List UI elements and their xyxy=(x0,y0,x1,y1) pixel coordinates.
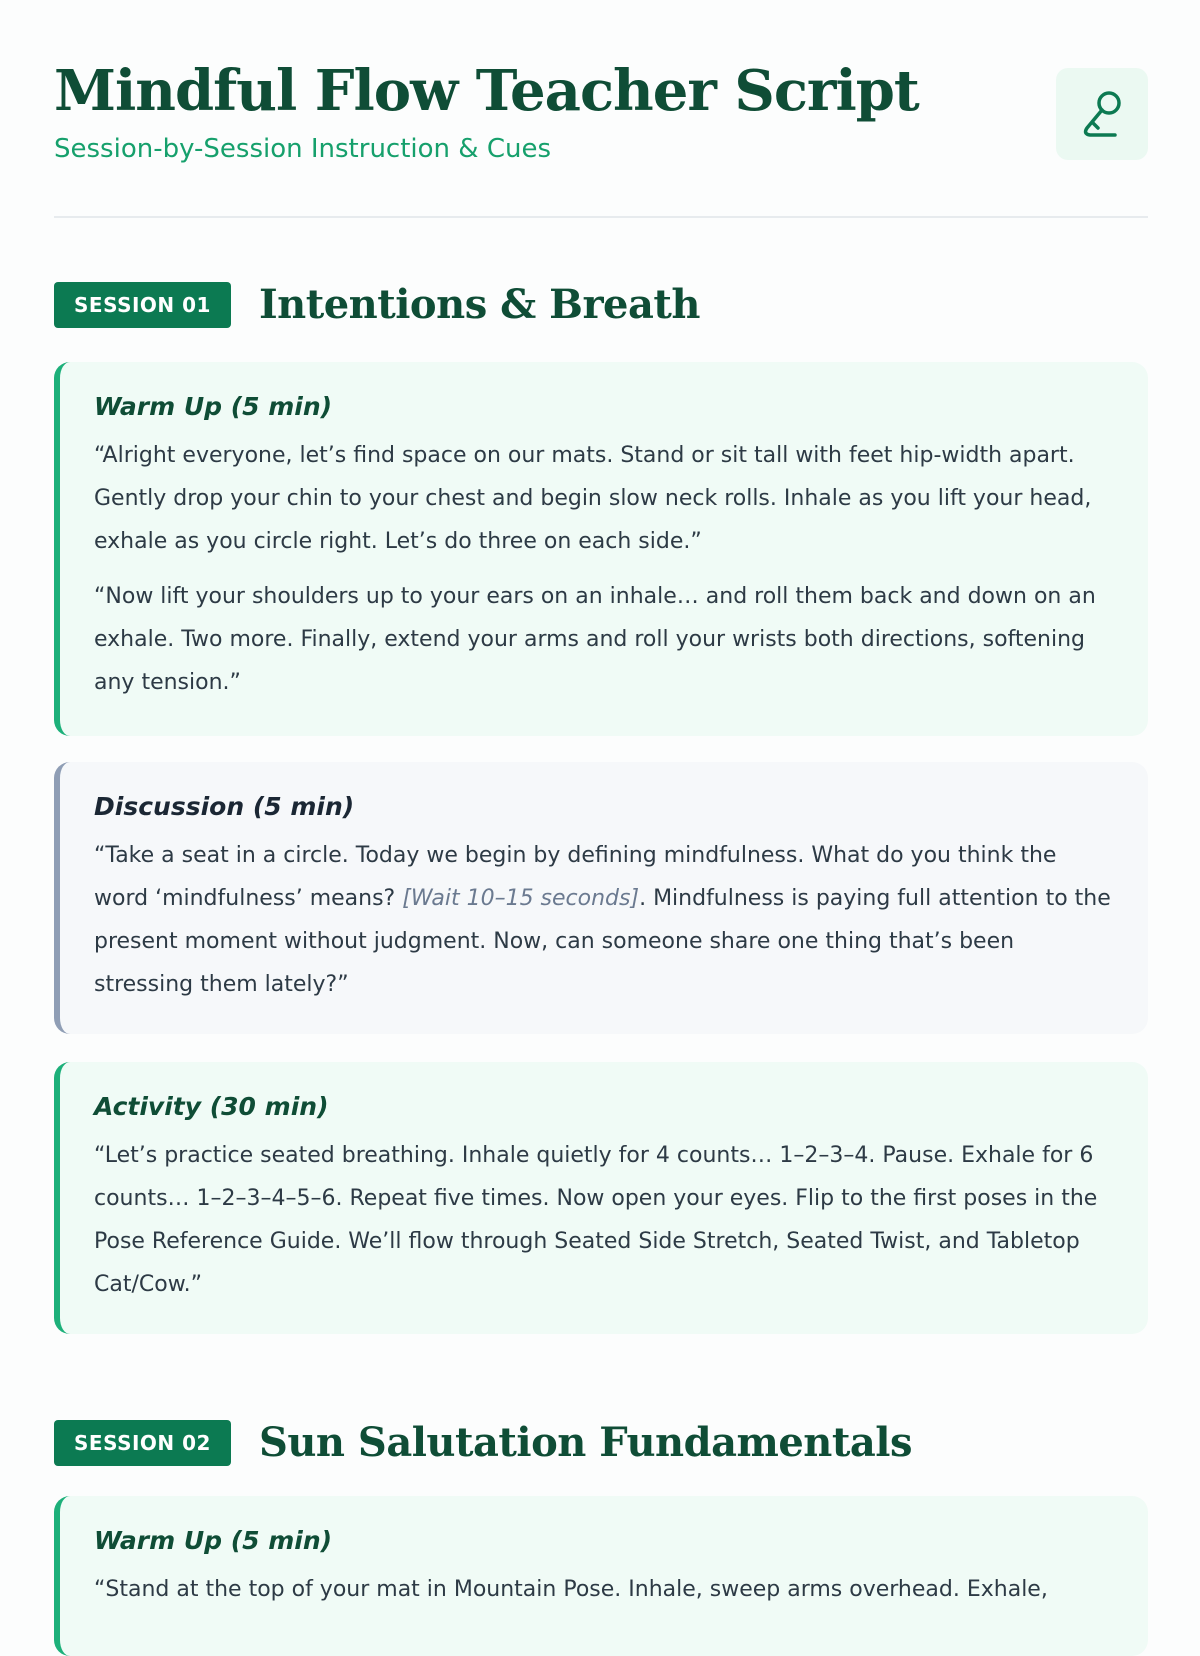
activity-block xyxy=(54,1062,1148,1334)
script-paragraph: “Let’s practice seated breathing. Inhale quietly for 4 counts… 1–2–3–4. Pause. Exhale for 6 counts… 1–2–3–4–5–6. Repeat five times. Now open your eyes. Flip to the first poses in the Pose Reference Guide. We’ll flow through Seated Side Stretch, Seated Twist, and Tabletop Cat/Cow.” xyxy=(94,1143,1098,1297)
session-header-01 xyxy=(54,280,700,330)
session-title: Sun Salutation Fundamentals xyxy=(258,1419,912,1466)
script-paragraph: “Now lift your shoulders up to your ears on an inhale… and roll them back and down on an exhale. Two more. Finally, extend your arms and roll your wrists both directions, softening any tension.” xyxy=(94,584,1096,695)
warmup-block xyxy=(54,362,1148,736)
stage-cue: [Wait 10–15 seconds] xyxy=(402,886,640,911)
script-paragraph: “Alright everyone, let’s find space on our mats. Stand or sit tall with feet hip-width apart. Gently drop your chin to your chest and begin slow neck rolls. Inhale as you lift your head, exhale as you circle right. Let’s do three on each side.” xyxy=(94,443,1092,554)
page-header xyxy=(54,56,1148,218)
block-title: Activity (30 min) xyxy=(94,1092,329,1121)
discussion-block xyxy=(54,762,1148,1034)
block-title: Discussion (5 min) xyxy=(94,792,355,821)
block-title: Warm Up (5 min) xyxy=(94,392,333,421)
session-title: Intentions & Breath xyxy=(258,281,700,328)
block-title: Warm Up (5 min) xyxy=(94,1526,333,1555)
session-header-02 xyxy=(54,1418,912,1468)
page-title: Mindful Flow Teacher Script xyxy=(54,58,919,124)
script-paragraph: “Stand at the top of your mat in Mountain Pose. Inhale, sweep arms overhead. Exhale, xyxy=(94,1577,1048,1602)
session-badge: SESSION 01 xyxy=(54,282,231,328)
page-subtitle: Session-by-Session Instruction & Cues xyxy=(54,134,551,164)
script-text: “Take a seat in a circle. Today we begin by defining mindfulness. What do you think the word ‘mindfulness’ means? xyxy=(94,843,1057,911)
warmup-block xyxy=(54,1496,1148,1656)
script-paragraph xyxy=(94,834,1116,1006)
session-badge: SESSION 02 xyxy=(54,1420,231,1466)
microphone-icon xyxy=(1056,68,1148,160)
script-text: . Mindfulness is paying full attention to the present moment without judgment. Now, can someone share one thing that’s been stressing them lately?” xyxy=(94,886,1111,997)
